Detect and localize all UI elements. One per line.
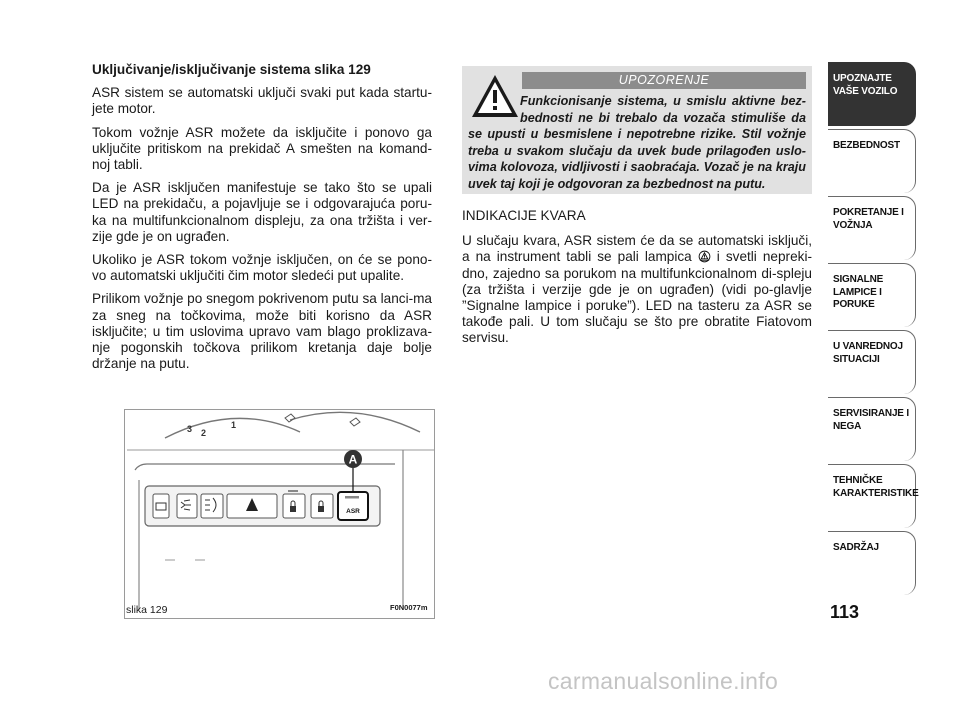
figure-code: F0N0077m xyxy=(390,603,428,612)
chapter-tab-label: SADRŽAJ xyxy=(833,542,879,553)
paragraph: Ukoliko je ASR tokom vožnje isključen, on će se pono-vo automatski uključiti čim motor sledeći put upalite. xyxy=(92,252,432,284)
dashboard-illustration xyxy=(125,410,435,619)
left-column xyxy=(92,62,432,379)
chapter-tab-sadrzaj[interactable] xyxy=(828,531,916,595)
warning-box xyxy=(462,66,812,194)
paragraph: Da je ASR isključen manifestuje se tako što se upali LED na prekidaču, a pojavljuje se i odgovarajuća poru-ka na multifunkcionalnom displeju, za ona tržišta i ver-zije gde je on ugrađen. xyxy=(92,180,432,244)
figure-caption: slika 129 xyxy=(126,604,168,616)
asr-warning-lamp-icon xyxy=(698,250,711,263)
paragraph: ASR sistem se automatski uključi svaki put kada startu-jete motor. xyxy=(92,85,432,117)
section-heading: Uključivanje/isključivanje sistema slika 129 xyxy=(92,62,371,77)
page-number: 113 xyxy=(830,602,860,622)
chapter-tab-label: SIGNALNE LAMPICE I PORUKE xyxy=(833,274,884,310)
gauge-number: 1 xyxy=(231,420,237,430)
warning-title: UPOZORENJE xyxy=(522,72,806,89)
gauge-number: 3 xyxy=(187,424,193,434)
paragraph: Tokom vožnje ASR možete da isključite i ponovo ga uključite pritiskom na prekidač A smešten na komand-noj tabli. xyxy=(92,124,432,173)
chapter-tab-signalne[interactable] xyxy=(828,263,916,327)
asr-button-label: ASR xyxy=(346,508,360,515)
paragraph: Prilikom vožnje po snegom pokrivenom putu sa lanci-ma za sneg na točkovima, može biti korisno da ASR isključite; u tim uslovima upravo vam blago proklizava-nje pogonskih točkova prilikom kretanja daje bolje držanje na putu. xyxy=(92,291,432,372)
fault-text-start: U slučaju kvara, ASR sistem će da se automatski isključi, a na instrument tabli se pali lampica xyxy=(462,233,812,265)
chapter-tab-upoznajte[interactable] xyxy=(828,62,916,126)
watermark-text: carmanualsonline.info xyxy=(548,668,779,694)
section-heading-fault: INDIKACIJE KVARA xyxy=(462,208,586,223)
chapter-tab-label: UPOZNAJTE VAŠE VOZILO xyxy=(833,73,898,97)
fault-text-end: i svetli nepreki-dno, zajedno sa porukom na multifunkcionalnom di-spleju (za tržišta i verzije gde je on ugrađen) (vidi po-glavlje ”Signalne lampice i poruke”). LED na tasteru za ASR se takođe pali. U tom slučaju se što pre obratite Fiatovom servisu. xyxy=(462,249,812,346)
gauge-number: 2 xyxy=(201,428,207,438)
chapter-tab-servisiranje[interactable] xyxy=(828,397,916,461)
fault-paragraph xyxy=(462,233,812,346)
chapter-tab-bezbednost[interactable] xyxy=(828,129,916,193)
callout-label: A xyxy=(348,452,358,467)
warning-text-block xyxy=(468,93,806,192)
chapter-tab-label: U VANREDNOJ SITUACIJI xyxy=(833,341,903,365)
chapter-tab-label: POKRETANJE I VOŽNJA xyxy=(833,207,904,231)
right-column xyxy=(462,208,812,347)
chapter-tab-vanredna[interactable] xyxy=(828,330,916,394)
chapter-tab-label: TEHNIČKE KARAKTERISTIKE xyxy=(833,475,919,499)
figure-dashboard-switch xyxy=(124,409,435,619)
chapter-sidebar xyxy=(828,62,919,598)
chapter-tab-label: SERVISIRANJE I NEGA xyxy=(833,408,909,432)
chapter-tab-tehnicke[interactable] xyxy=(828,464,919,528)
chapter-tab-label: BEZBEDNOST xyxy=(833,140,900,151)
chapter-tab-pokretanje[interactable] xyxy=(828,196,916,260)
warning-text: Funkcionisanje sistema, u smislu aktivne bez-bednosti ne bi trebalo da vozača stimuliše da se upusti u besmislene i nepotrebne rizike. Stil vožnje treba u svakom slučaju da uvek bude prilagođen uslo-vima kolovoza, vidljivosti i saobraćaja. Vozač je na kraju uvek taj koji je odgovoran za bezbednost na putu. xyxy=(468,94,806,191)
